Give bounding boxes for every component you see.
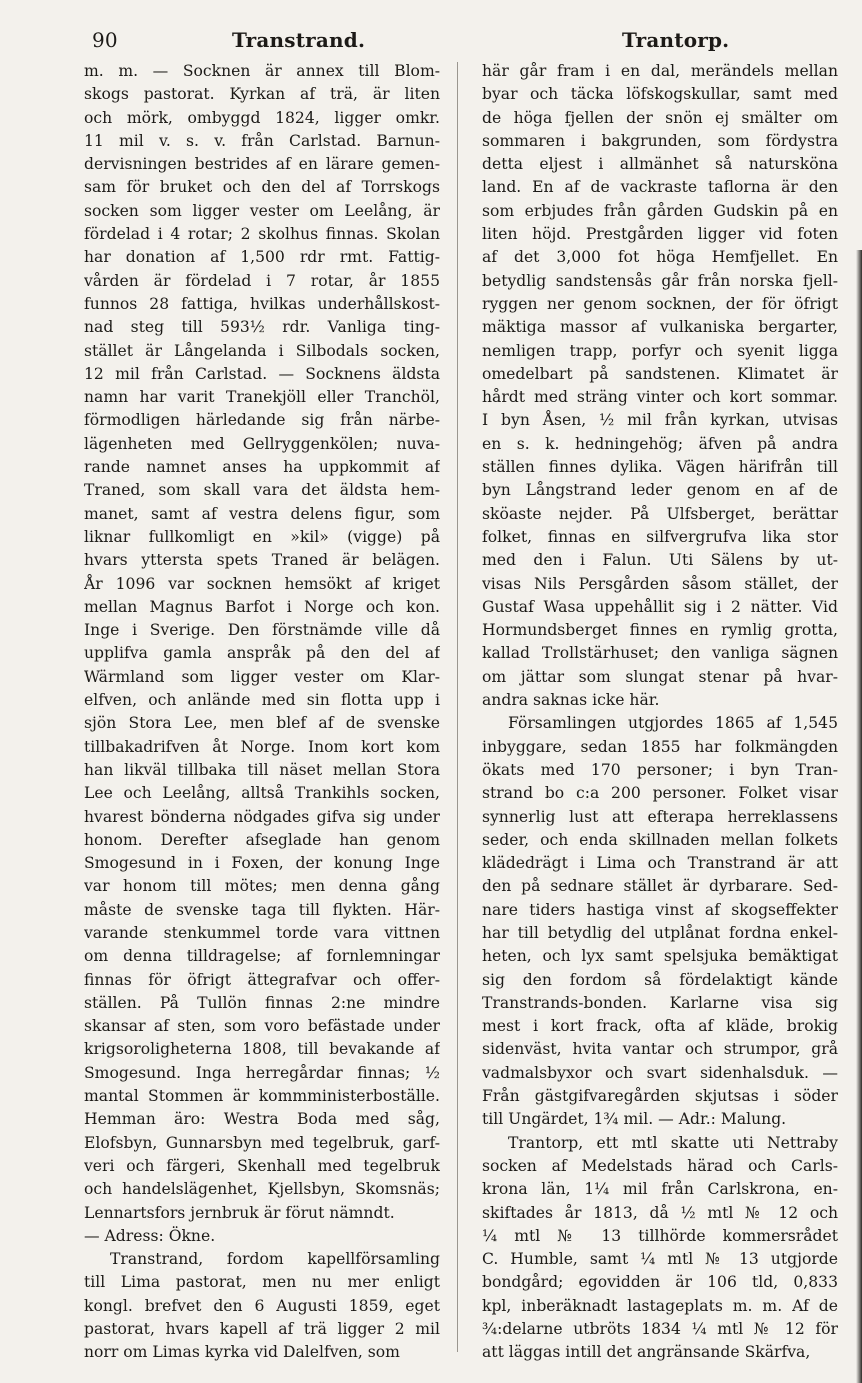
text-line: betydlig sandstensås går från norska fjell- [482,271,838,290]
text-line: var honom till mötes; men denna gång [84,877,440,896]
text-line: visas Nils Persgården såsom stället, der [482,574,838,593]
text-line: Elofsbyn, Gunnarsbyn med tegelbruk, garf- [84,1133,440,1152]
text-line: Hormundsberget finnes en rymlig grotta, [482,621,838,640]
text-line: Från gästgifvaregården skjutsas i söder [482,1087,838,1106]
running-head-right: Trantorp. [622,28,730,52]
text-line: Församlingen utgjordes 1865 af 1,545 [508,714,838,733]
text-line: skiftades år 1813, då ½ mtl № 12 och [482,1203,838,1222]
text-line: bondgård; egovidden är 106 tld, 0,833 [482,1273,838,1292]
text-line: Hemman äro: Westra Boda med såg, [84,1110,440,1129]
text-line: krigsoroligheterna 1808, till bevakande af [84,1040,440,1059]
text-line: till Ungärdet, 1¾ mil. — Adr.: Malung. [482,1110,787,1129]
text-line: förmodligen härledande sig från närbe- [84,411,440,430]
text-line: har donation af 1,500 rdr rmt. Fattig- [84,248,440,267]
text-line: vården är fördelad i 7 rotar, år 1855 [84,271,440,290]
text-line: sjön Stora Lee, men blef af de svenske [84,714,440,733]
text-line: I byn Åsen, ½ mil från kyrkan, utvisas [482,411,838,430]
text-line: seder, och enda skillnaden mellan folkets [482,830,838,849]
text-line: Traned, som skall vara det äldsta hem- [84,481,440,500]
text-line: norr om Limas kyrka vid Dalelfven, som [84,1343,400,1362]
text-line: med den i Falun. Uti Sälens by ut- [482,551,838,570]
text-line: en s. k. hedningehög; äfven på andra [482,434,838,453]
text-line: hvarest bönderna nödgades gifva sig under [84,807,440,826]
text-line: manet, samt af vestra delens figur, som [84,504,440,523]
text-line: upplifva gamla anspråk på den del af [84,644,440,663]
text-line: veri och färgeri, Skenhall med tegelbruk [84,1156,440,1175]
text-line: folket, finnas en silfvergrufva lika stor [482,527,838,546]
text-line: omedelbart på sandstenen. Klimatet är [482,364,838,383]
text-line: hvars yttersta spets Traned är belägen. [84,551,440,570]
text-line: Transtrands-bonden. Karlarne visa sig [482,993,838,1012]
text-line: som erbjudes från gården Gudskin på en [482,201,838,220]
text-line: funnos 28 fattiga, hvilkas underhållskost- [84,294,440,313]
text-line: andra saknas icke här. [482,691,660,710]
text-line: mest i kort frack, ofta af kläde, brokig [482,1017,838,1036]
text-line: Inge i Sverige. Den förstnämde ville då [84,621,440,640]
text-line: mellan Magnus Barfot i Norge och kon. [84,597,440,616]
text-line: ¼ mtl № 13 tillhörde kommersrådet [482,1226,838,1245]
text-line: sköaste nejder. På Ulfsberget, berättar [482,504,838,523]
page-number: 90 [92,28,118,52]
text-line: 12 mil från Carlstad. — Socknens äldsta [84,364,440,383]
page-edge-shadow [856,250,862,1383]
column-divider [457,62,458,1352]
text-line: och mörk, ombyggd 1824, ligger omkr. [84,108,440,127]
text-line: 11 mil v. s. v. från Carlstad. Barnun- [84,131,440,150]
text-line: kallad Trollstärhuset; den vanliga sägnen [482,644,838,663]
right-column [482,60,838,1365]
text-line: Smogesund in i Foxen, der konung Inge [84,854,440,873]
text-line: elfven, och anlände med sin flotta upp i [84,691,440,710]
text-line: socken af Medelstads härad och Carls- [482,1156,838,1175]
text-line: Lennartsfors jernbruk är förut nämndt. [84,1203,395,1222]
text-line: Gustaf Wasa uppehållit sig i 2 nätter. Vid [482,597,838,616]
text-line: byar och täcka löfskogskullar, samt med [482,85,838,104]
text-line: socken som ligger vester om Leelång, är [84,201,440,220]
text-line: ökats med 170 personer; i byn Tran- [482,760,838,779]
text-line: och handelslägenhet, Kjellsbyn, Skomsnäs; [84,1180,440,1199]
text-line: krona län, 1¼ mil från Carlskrona, en- [482,1180,838,1199]
text-line: pastorat, hvars kapell af trä ligger 2 mil [84,1320,440,1339]
text-line: inbyggare, sedan 1855 har folkmängden [482,737,838,756]
text-line: hårdt med sträng vinter och kort sommar. [482,388,838,407]
text-line: den på sednare stället är dyrbarare. Sed- [482,877,838,896]
text-line: byn Långstrand leder genom en af de [482,481,838,500]
text-line: måste de svenske taga till flykten. Här- [84,900,440,919]
text-line: Trantorp, ett mtl skatte uti Nettraby [508,1133,838,1152]
text-line: Transtrand, fordom kapellförsamling [110,1250,440,1269]
text-line: mantal Stommen är kommministerboställe. [84,1087,440,1106]
text-line: sidenväst, hvita vantar och strumpor, grå [482,1040,838,1059]
text-line: tillbakadrifven åt Norge. Inom kort kom [84,737,440,756]
text-line: land. En af de vackraste taflorna är den [482,178,838,197]
text-line: finnas för öfrigt ättegrafvar och offer- [84,970,440,989]
text-line: År 1096 var socknen hemsökt af kriget [84,574,440,593]
text-line: nare tiders hastiga vinst af skogseffekter [482,900,838,919]
text-line: sommaren i bakgrunden, som fördystra [482,131,838,150]
text-line: om denna tilldragelse; af fornlemningar [84,947,440,966]
text-line: ryggen ner genom socknen, der för öfrigt [482,294,838,313]
text-line: rande namnet anses ha uppkommit af [84,458,440,477]
text-line: att läggas intill det angränsande Skärfva, [482,1343,811,1362]
text-line: nemligen trapp, porfyr och syenit ligga [482,341,838,360]
text-line: mäktiga massor af vulkaniska bergarter, [482,318,838,337]
text-line: till Lima pastorat, men nu mer enligt [84,1273,440,1292]
text-line: C. Humble, samt ¼ mtl № 13 utgjorde [482,1250,838,1269]
text-line: varande stenkummel torde vara vittnen [84,923,440,942]
text-line: — Adress: Ökne. [84,1226,216,1245]
text-line: här går fram i en dal, merändels mellan [482,62,838,80]
text-line: af det 3,000 fot höga Hemfjellet. En [482,248,838,267]
text-line: liknar fullkomligt en »kil» (vigge) på [84,527,440,546]
text-line: namn har varit Tranekjöll eller Tranchöl, [84,388,440,407]
text-line: heten, och lyx samt spelsjuka bemäktigat [482,947,838,966]
text-line: vadmalsbyxor och svart sidenhalsduk. — [482,1063,838,1082]
text-line: skansar af sten, som voro befästade under [84,1017,440,1036]
left-column [84,60,440,1365]
text-line: de höga fjellen der snön ej smälter om [482,108,838,127]
text-line: synnerlig lust att efterapa herreklassens [482,807,838,826]
running-head-left: Transtrand. [232,28,366,52]
text-line: honom. Derefter afseglade han genom [84,830,440,849]
text-line: han likväl tillbaka till näset mellan Stora [84,760,440,779]
text-line: skogs pastorat. Kyrkan af trä, är liten [84,85,440,104]
text-line: dervisningen bestrides af en lärare gemen- [84,155,440,174]
text-line: stället är Långelanda i Silbodals socken, [84,341,440,360]
text-line: ställen. På Tullön finnas 2:ne mindre [84,993,440,1012]
text-line: detta eljest i allmänhet så natursköna [482,155,838,174]
text-line: lägenheten med Gellryggenkölen; nuva- [84,434,440,453]
text-line: ¾:delarne utbröts 1834 ¼ mtl № 12 för [482,1320,838,1339]
text-line: kongl. brefvet den 6 Augusti 1859, eget [84,1296,440,1315]
text-line: liten höjd. Prestgården ligger vid foten [482,225,838,244]
text-line: sam för bruket och den del af Torrskogs [84,178,440,197]
text-line: ställen finnes dylika. Vägen härifrån till [482,458,838,477]
text-line: Wärmland som ligger vester om Klar- [84,667,440,686]
text-line: nad steg till 593½ rdr. Vanliga ting- [84,318,440,337]
text-line: Lee och Leelång, alltså Trankihls socken, [84,784,440,803]
text-line: m. m. — Socknen är annex till Blom- [84,62,440,80]
text-line: om jättar som slungat stenar på hvar- [482,667,838,686]
text-line: fördelad i 4 rotar; 2 skolhus finnas. Skolan [84,225,440,244]
text-line: sig den fordom så fördelaktigt kände [482,970,838,989]
text-line: kpl, inberäknadt lastageplats m. m. Af de [482,1296,838,1315]
text-line: klädedrägt i Lima och Transtrand är att [482,854,838,873]
text-line: Smogesund. Inga herregårdar finnas; ½ [84,1063,440,1082]
text-line: har till betydlig del utplånat fordna enkel- [482,923,838,942]
text-line: strand bo c:a 200 personer. Folket visar [482,784,838,803]
